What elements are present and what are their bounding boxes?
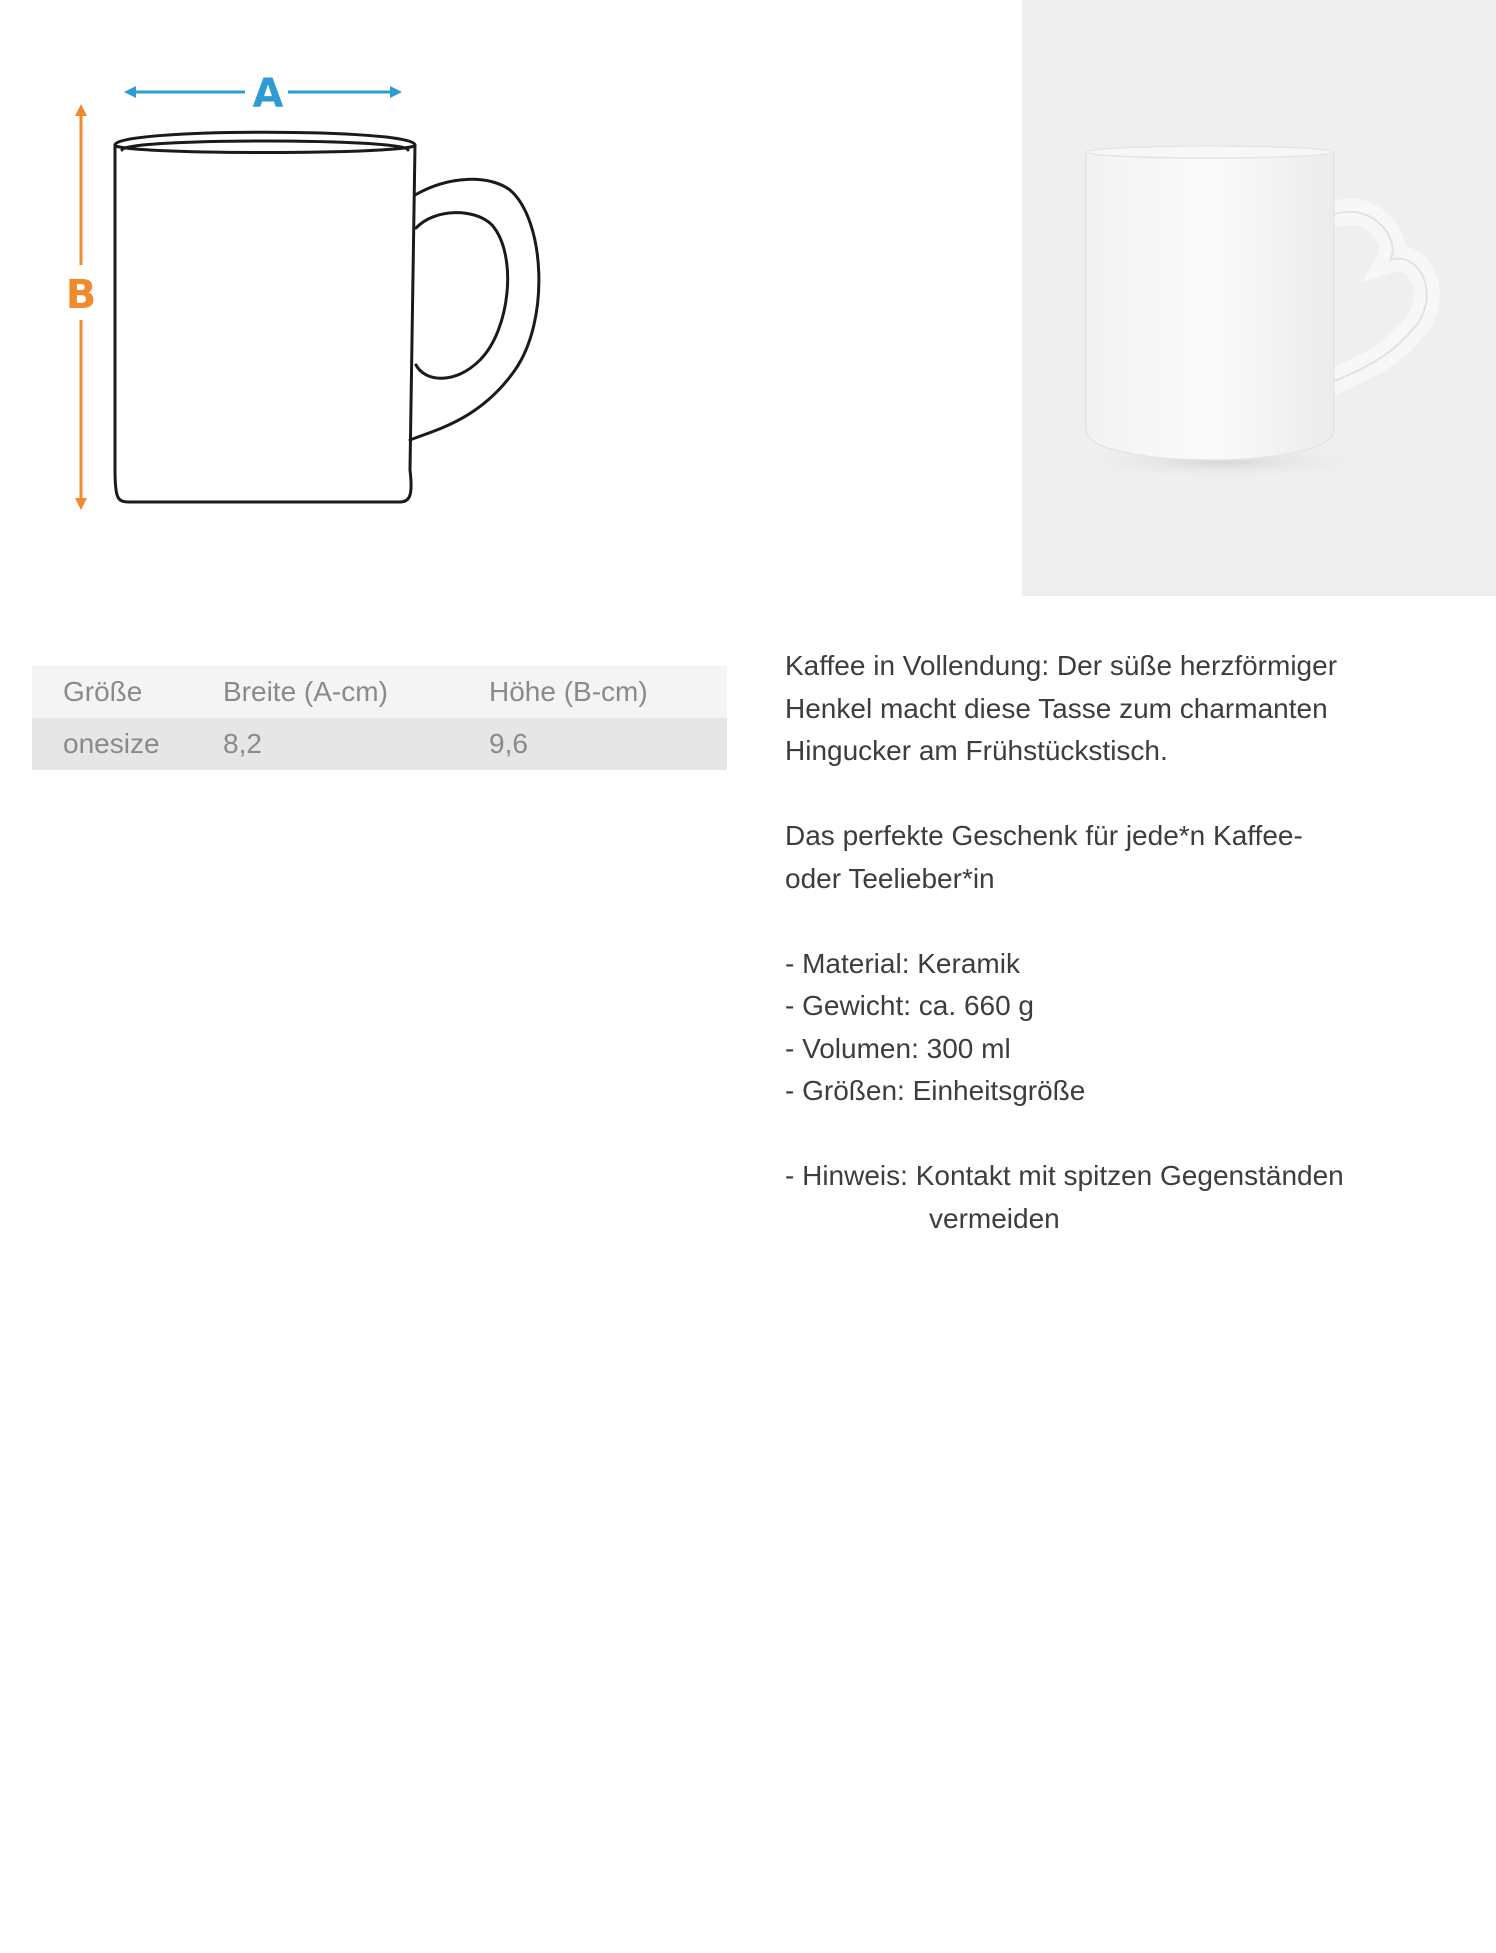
table-row <box>32 718 727 770</box>
cell-height: 9,6 <box>489 728 528 759</box>
mug-size-diagram <box>40 50 580 530</box>
gift-line: Das perfekte Geschenk für jede*n Kaffee- <box>785 820 1303 851</box>
height-label: B <box>65 272 97 318</box>
spec-material: - Material: Keramik <box>785 947 1020 979</box>
note-line: vermeiden <box>929 1202 1060 1234</box>
spacer <box>785 1113 1445 1156</box>
width-label: A <box>252 71 284 117</box>
gift-line: oder Teelieber*in <box>785 862 995 894</box>
spec-weight: - Gewicht: ca. 660 g <box>785 990 1035 1021</box>
note-line: - Hinweis: Kontakt mit spitzen Gegenständen <box>785 1160 1344 1191</box>
intro-line: Kaffee in Vollendung: Der süße herzförmiger <box>785 650 1338 681</box>
spacer <box>785 773 1445 816</box>
mug-outline-icon <box>40 50 580 530</box>
intro-line: Henkel macht diese Tasse zum charmanten <box>785 692 1328 724</box>
product-description <box>785 645 1445 1240</box>
heart-handle-mug-icon <box>1022 0 1496 596</box>
header-height: Höhe (B-cm) <box>489 676 648 707</box>
cell-width: 8,2 <box>223 728 262 759</box>
header-size: Größe <box>63 676 143 707</box>
spec-sizes: - Größen: Einheitsgröße <box>785 1075 1086 1106</box>
table-header-row <box>32 666 727 718</box>
intro-line: Hingucker am Frühstückstisch. <box>785 735 1168 766</box>
product-photo <box>1022 0 1496 596</box>
size-table <box>32 666 727 770</box>
header-width: Breite (A-cm) <box>223 676 388 707</box>
spec-volume: - Volumen: 300 ml <box>785 1032 1011 1064</box>
spacer <box>785 900 1445 943</box>
cell-size: onesize <box>63 728 160 759</box>
